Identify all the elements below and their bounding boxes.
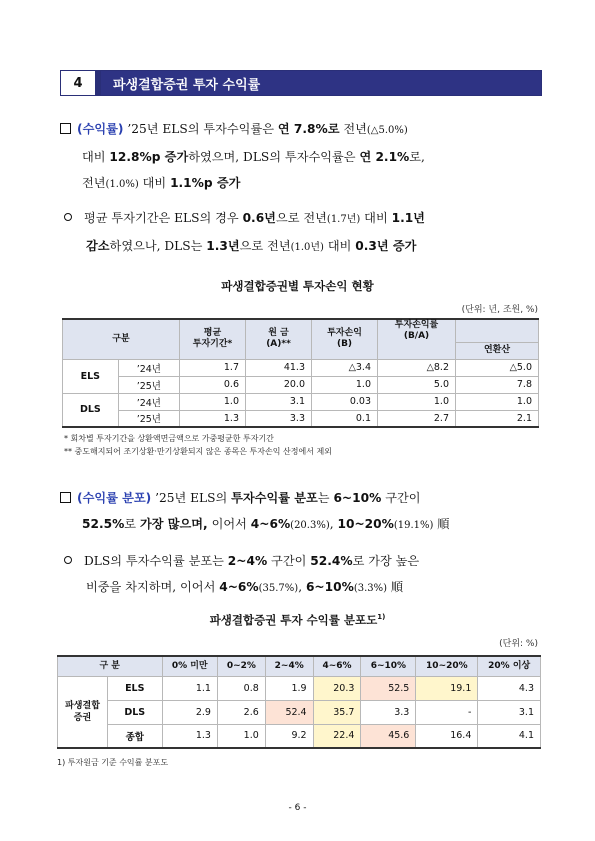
table-row: DLS ’24년 1.0 3.1 0.03 1.0 1.0: [63, 393, 539, 410]
col-category: 구 분: [58, 656, 163, 676]
col-annualized: 연환산: [456, 342, 539, 359]
col-pl-rate: 투자손익률 (B/A): [378, 319, 456, 342]
paragraph-return-rate: (수익률) ’25년 ELS의 투자수익률은 연 7.8%로 전년(△5.0%) 대비 12.8%p 증가하였으며, DLS의 투자수익률은 연 2.1%로, 전년(1.0%) 대비 1.1%p 증가: [60, 116, 550, 198]
investment-pl-table: [62, 318, 539, 428]
table1-note-1: * 회차별 투자기간을 상환액면금액으로 가중평균한 투자기간: [64, 434, 274, 443]
table-row: 파생결합 증권 ELS 1.1 0.8 1.9 20.3 52.5 19.1 4.3: [58, 676, 541, 700]
table1-note-2: ** 중도해지되어 조기상환·만기상환되지 않은 종목은 투자손익 산정에서 제외: [64, 447, 332, 456]
paragraph-dls-distribution: DLS의 투자수익률 분포는 2~4% 구간이 52.4%로 가장 높은 비중을 차지하며, 이어서 4~6%(35.7%), 6~10%(3.3%) 順: [64, 548, 554, 602]
col-period: 평균 투자기간*: [180, 319, 246, 359]
table-row: 종합 1.3 1.0 9.2 22.4 45.6 16.4 4.1: [58, 724, 541, 748]
return-distribution-table: 구 분 0% 미만 0~2% 2~4% 4~6% 6~10% 10~20% 20% 이상 파생결합 증권 ELS 1.1 0.8 1.9 20.3 52.5 19.1 4.3 DLS 2.9 2.6 52.4 35.7 3.3 - 3.1 종합 1.3 1.0 9.2 22.4 45.6 16.4 4.1: [57, 655, 541, 749]
square-bullet-icon: [60, 123, 71, 134]
section-heading: [60, 70, 542, 96]
table2-unit: (단위: %): [499, 639, 538, 649]
group-dls: DLS: [63, 393, 119, 427]
circle-bullet-icon: [64, 556, 72, 564]
circle-bullet-icon: [64, 213, 72, 221]
col-pl: 투자손익 (B): [312, 319, 378, 359]
paragraph-investment-period: 평균 투자기간은 ELS의 경우 0.6년으로 전년(1.7년) 대비 1.1년 감소하였으나, DLS는 1.3년으로 전년(1.0년) 대비 0.3년 증가: [64, 205, 554, 261]
group-els: ELS: [63, 359, 119, 393]
table-row: ’25년 1.3 3.3 0.1 2.7 2.1: [63, 410, 539, 427]
group-derivatives: 파생결합 증권: [58, 676, 108, 748]
table2-note: 1) 투자원금 기준 수익률 분포도: [57, 758, 169, 767]
table1-title: 파생결합증권별 투자손익 현황: [221, 279, 374, 293]
table-row: ’25년 0.6 20.0 1.0 5.0 7.8: [63, 376, 539, 393]
section-title: 파생결합증권 투자 수익률: [101, 71, 541, 95]
section-number: 4: [61, 71, 101, 95]
page-number: - 6 -: [288, 803, 307, 813]
paragraph-distribution: (수익률 분포) ’25년 ELS의 투자수익률 분포는 6~10% 구간이 52.5%로 가장 많으며, 이어서 4~6%(20.3%), 10~20%(19.1%) 順: [60, 485, 550, 539]
table2-title: 파생결합증권 투자 수익률 분포도$^{1)}$: [209, 613, 386, 627]
table-row: ELS ’24년 1.7 41.3 △3.4 △8.2 △5.0: [63, 359, 539, 376]
table-row: DLS 2.9 2.6 52.4 35.7 3.3 - 3.1: [58, 700, 541, 724]
square-bullet-icon: [60, 492, 71, 503]
col-principal: 원 금 (A)**: [246, 319, 312, 359]
table1-unit: (단위: 년, 조원, %): [461, 305, 538, 315]
col-category: 구분: [63, 319, 180, 359]
